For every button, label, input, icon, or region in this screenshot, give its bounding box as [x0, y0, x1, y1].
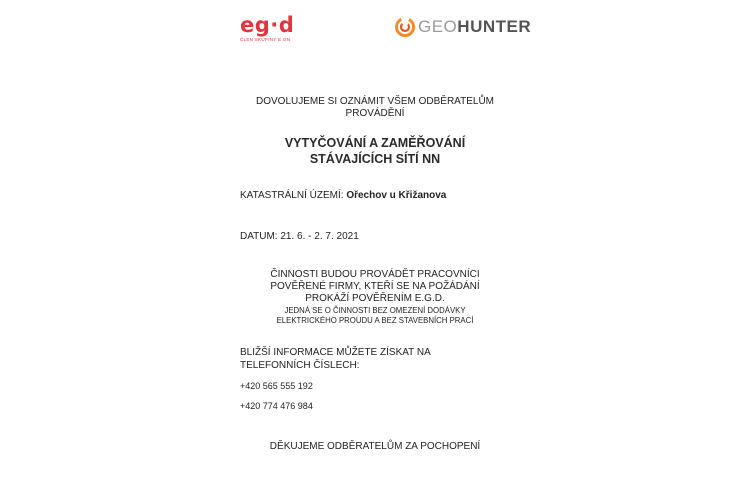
geohunter-swirl-icon	[395, 17, 415, 37]
cadastral-area	[240, 190, 446, 202]
geohunter-logo-word	[418, 17, 531, 37]
intro-line-1: DOVOLUJEME SI OZNÁMIT VŠEM ODBĚRATELŮM	[256, 96, 494, 107]
egd-logo-subtitle: ČLEN SKUPINY E.ON	[240, 37, 291, 42]
headline-line-2: STÁVAJÍCÍCH SÍTÍ NN	[309, 152, 441, 166]
headline-line-1: VYTYČOVÁNÍ A ZAMĚŘOVÁNÍ	[284, 136, 466, 150]
phone-number-1: +420 565 555 192	[240, 381, 313, 391]
activities-line-2: POVĚŘENÉ FIRMY, KTEŘÍ SE NA POŽÁDÁNÍ	[270, 281, 480, 292]
egd-logo-word: eg·d	[240, 13, 295, 37]
activities-note-1: JEDNÁ SE O ČINNOSTI BEZ OMEZENÍ DODÁVKY	[284, 306, 466, 315]
intro-line-2: PROVÁDĚNÍ	[345, 108, 405, 119]
cadastral-value: Ořechov u Křižanova	[346, 190, 447, 201]
info-line-2: TELEFONNÍCH ČÍSLECH:	[240, 360, 360, 371]
phone-number-2: +420 774 476 984	[240, 401, 313, 411]
geohunter-logo-word-light: GEO	[418, 17, 458, 36]
activities-line-1: ČINNOSTI BUDOU PROVÁDĚT PRACOVNÍCI	[270, 269, 480, 280]
geohunter-logo	[395, 17, 531, 37]
activities-note-2: ELEKTRICKÉHO PROUDU A BEZ STAVEBNÍCH PRACÍ	[276, 316, 474, 325]
info-line-1: BLIŽŠÍ INFORMACE MŮŽETE ZÍSKAT NA	[240, 347, 431, 358]
date-line: DATUM: 21. 6. - 2. 7. 2021	[240, 231, 359, 242]
geohunter-logo-word-bold: HUNTER	[457, 17, 532, 36]
egd-logo	[240, 14, 294, 42]
cadastral-label: KATASTRÁLNÍ ÚZEMÍ:	[240, 190, 344, 201]
thanks-line: DĚKUJEME ODBĚRATELŮM ZA POCHOPENÍ	[269, 441, 481, 452]
activities-line-3: PROKÁŽÍ POVĚŘENÍM E.G.D.	[305, 293, 445, 304]
